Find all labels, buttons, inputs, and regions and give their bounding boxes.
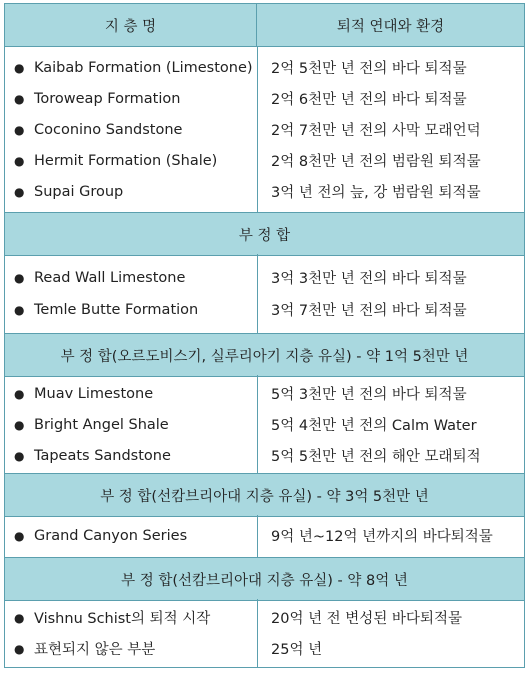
bullet-icon: ● xyxy=(14,60,25,75)
bullet-icon: ● xyxy=(14,270,25,285)
header-age-environment: 퇴적 연대와 환경 xyxy=(336,18,445,35)
table-row xyxy=(5,262,524,293)
table-row xyxy=(5,294,524,325)
age-environment: 20억 년 전 변성된 바다퇴적물 xyxy=(271,611,462,627)
header-strata-name: 지 층 명 xyxy=(5,4,257,46)
bullet-icon: ● xyxy=(14,610,25,625)
table-row xyxy=(5,176,524,207)
age-environment: 3억 7천만 년 전의 바다 퇴적물 xyxy=(271,303,467,319)
age-environment: 2억 5천만 년 전의 바다 퇴적물 xyxy=(271,61,467,77)
strata-name: Tapeats Sandstone xyxy=(34,447,171,464)
unconformity-title: 부 정 합(선캄브리아대 지층 유실) - 약 3억 5천만 년 xyxy=(100,488,429,505)
table-row xyxy=(5,440,524,471)
table-row xyxy=(5,602,524,633)
bullet-icon: ● xyxy=(14,91,25,106)
age-environment: 5억 5천만 년 전의 해안 모래퇴적 xyxy=(271,449,481,465)
age-environment: 9억 년~12억 년까지의 바다퇴적물 xyxy=(271,529,493,545)
unconformity-header xyxy=(5,212,524,256)
unconformity-header xyxy=(5,473,524,517)
strata-name: Temle Butte Formation xyxy=(34,301,199,318)
strata-name: Muav Limestone xyxy=(34,385,154,402)
strata-name: Kaibab Formation (Limestone) xyxy=(34,59,253,76)
table-row xyxy=(5,378,524,409)
bullet-icon: ● xyxy=(14,153,25,168)
unconformity-title: 부 정 합(오르도비스기, 실루리아기 지층 유실) - 약 1억 5천만 년 xyxy=(60,348,469,365)
unconformity-header xyxy=(5,557,524,601)
age-environment: 5억 4천만 년 전의 Calm Water xyxy=(271,418,477,434)
bullet-icon: ● xyxy=(14,448,25,463)
table-row xyxy=(5,145,524,176)
unconformity-header xyxy=(5,333,524,377)
table-row xyxy=(5,633,524,664)
strata-name: Bright Angel Shale xyxy=(34,416,169,433)
strata-name: Vishnu Schist의 퇴적 시작 xyxy=(34,611,211,627)
strata-name: Supai Group xyxy=(34,183,124,200)
age-environment: 2억 7천만 년 전의 사막 모래언덕 xyxy=(271,123,481,139)
table-row xyxy=(5,520,524,551)
age-environment: 3억 3천만 년 전의 바다 퇴적물 xyxy=(271,271,467,287)
age-environment: 2억 8천만 년 전의 범람원 퇴적물 xyxy=(271,154,481,170)
table-row xyxy=(5,83,524,114)
bullet-icon: ● xyxy=(14,528,25,543)
age-environment: 25억 년 xyxy=(271,642,323,658)
strata-name: Hermit Formation (Shale) xyxy=(34,152,218,169)
unconformity-title: 부 정 합(선캄브리아대 지층 유실) - 약 8억 년 xyxy=(121,572,408,589)
bullet-icon: ● xyxy=(14,302,25,317)
strata-name: Read Wall Limestone xyxy=(34,269,186,286)
age-environment: 2억 6천만 년 전의 바다 퇴적물 xyxy=(271,92,467,108)
table-row xyxy=(5,114,524,145)
unconformity-title: 부 정 합 xyxy=(238,227,291,244)
bullet-icon: ● xyxy=(14,122,25,137)
bullet-icon: ● xyxy=(14,184,25,199)
age-environment: 3억 년 전의 늪, 강 범람원 퇴적물 xyxy=(271,185,481,201)
strata-name: Grand Canyon Series xyxy=(34,527,188,544)
strata-name: 표현되지 않은 부분 xyxy=(34,642,156,658)
strata-name: Toroweap Formation xyxy=(34,90,181,107)
bullet-icon: ● xyxy=(14,386,25,401)
table-row xyxy=(5,409,524,440)
table-header xyxy=(5,4,524,47)
stratigraphy-table xyxy=(4,3,525,668)
bullet-icon: ● xyxy=(14,417,25,432)
age-environment: 5억 3천만 년 전의 바다 퇴적물 xyxy=(271,387,467,403)
strata-name: Coconino Sandstone xyxy=(34,121,183,138)
table-row xyxy=(5,52,524,83)
bullet-icon: ● xyxy=(14,641,25,656)
